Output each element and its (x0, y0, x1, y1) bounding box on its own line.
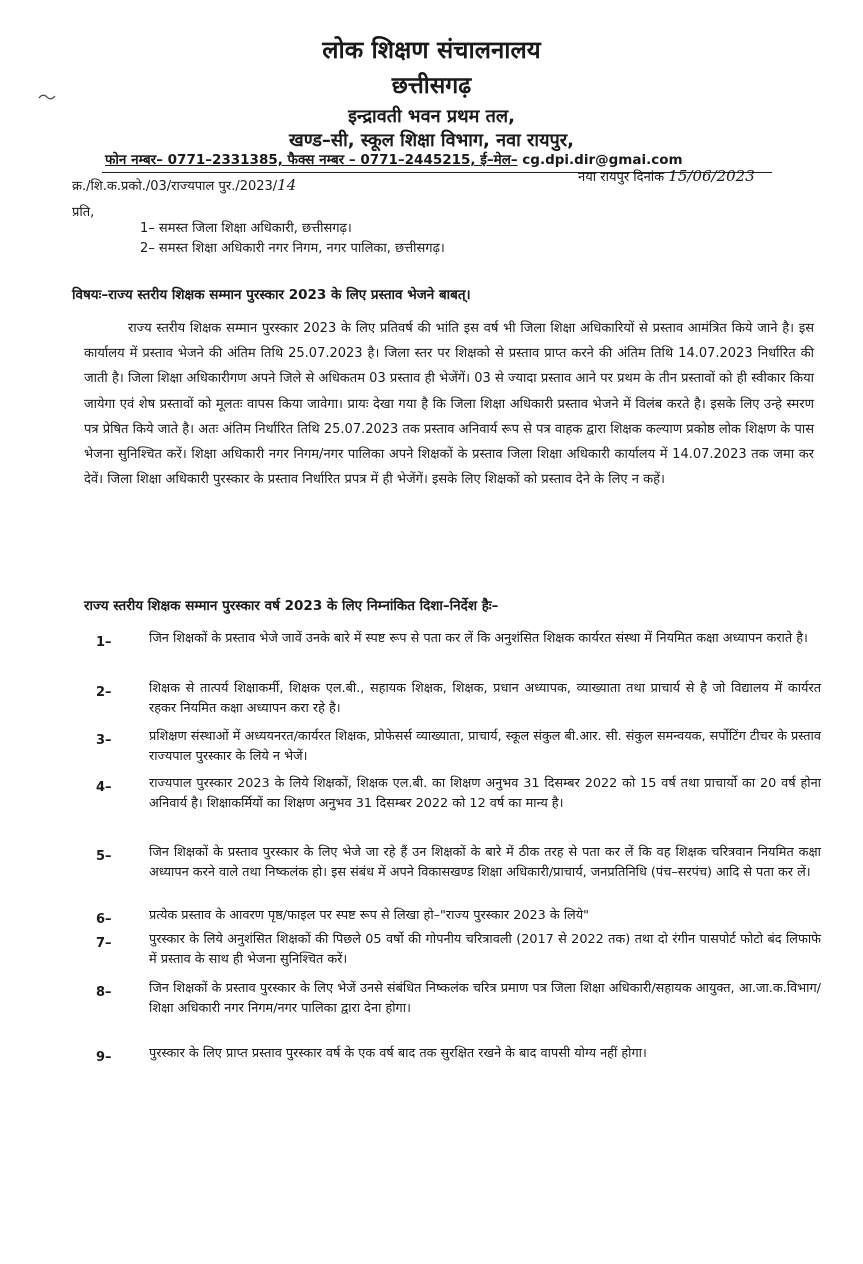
guideline-number: 9– (96, 1050, 112, 1065)
email-text: cg.dpi.dir@gmai.com (522, 152, 683, 168)
guideline-text: जिन शिक्षकों के प्रस्ताव भेजे जावें उनके बारे में स्पष्ट रूप से पता कर लें कि अनुशंसित शिक्षक कार्यरत संस्था में नियमित कक्षा अध्यापन कराते है। (149, 631, 808, 646)
guideline-text: पुरस्कार के लिये अनुशंसित शिक्षकों की पिछले 05 वर्षो की गोपनीय चरित्रावली (2017 से 2022 तक) तथा दो रंगीन पासपोर्ट फोटो बंद लिफाफे में प्रस्ताव के साथ ही भेजना सुनिश्चित करें। (149, 932, 821, 967)
guidelines-heading: राज्य स्तरीय शिक्षक सम्मान पुरस्कार वर्ष 2023 के लिए निम्नांकित दिशा–निर्देश हैः– (84, 598, 499, 614)
date-handwritten: 15/06/2023 (668, 167, 755, 185)
guideline-number: 7– (96, 936, 112, 951)
guideline-text: शिक्षक से तात्पर्य शिक्षाकर्मी, शिक्षक एल.बी., सहायक शिक्षक, शिक्षक, प्रधान अध्यापक, व्याख्याता तथा प्राचार्य से है जो विद्यालय में कार्यरत रहकर नियमित कक्षा अध्यापन करा रहे है। (149, 681, 821, 716)
guideline-number: 6– (96, 912, 112, 927)
reference-number (72, 176, 296, 194)
guideline-number: 8– (96, 985, 112, 1000)
body-paragraph: राज्य स्तरीय शिक्षक सम्मान पुरस्कार 2023 के लिए प्रतिवर्ष की भांति इस वर्ष भी जिला शिक्षा अधिकारियों से प्रस्ताव आमंत्रित किये जाने है। इस कार्यालय में प्रस्ताव भेजने की अंतिम तिथि 25.07.2023 है। जिला स्तर पर शिक्षको से प्रस्ताव प्राप्त करने की अंतिम तिथि 14.07.2023 निर्धारित की जाती है। जिला शिक्षा अधिकारीगण अपने जिले से अधिकतम 03 प्रस्ताव ही भेजेंगें। 03 से ज्यादा प्रस्ताव आने पर प्रथम के तीन प्रस्तावों को ही स्वीकार किया जायेगा एवं शेष प्रस्तावों को मूलतः वापस किया जावेगा। प्रायः देखा गया है कि जिला शिक्षा अधिकारी प्रस्ताव भेजने में विलंब करते है। इसके लिए उन्हे स्मरण पत्र प्रेषित किये जाते है। अतः अंतिम निर्धारित तिथि 25.07.2023 तक प्रस्ताव अनिवार्य रूप से पत्र वाहक द्वारा शिक्षक कल्याण प्रकोष्ठ लोक शिक्षण के पास भेजना सुनिश्चित करें। शिक्षा अधिकारी नगर निगम/नगर पालिका अपने शिक्षकों के प्रस्ताव जिला शिक्षा अधिकारी कार्यालय में 14.07.2023 तक जमा कर देवें। जिला शिक्षा अधिकारी पुरस्कार के प्रस्ताव निर्धारित प्रपत्र में ही भेजेंगें। इसके लिए शिक्षकों को प्रस्ताव देने के लिए न कहें। (84, 321, 814, 488)
guideline-number: 4– (96, 780, 112, 795)
guideline-number: 3– (96, 733, 112, 748)
contact-numbers: फोन नम्बर– 0771–2331385, फैक्स नम्बर – 0771–2445215, ई–मेल– (105, 152, 518, 168)
guideline-number: 5– (96, 849, 112, 864)
guideline-text: जिन शिक्षकों के प्रस्ताव पुरस्कार के लिए भेजें उनसे संबंधित निष्कलंक चरित्र प्रमाण पत्र जिला शिक्षा अधिकारी/सहायक आयुक्त, आ.जा.क.विभाग/शिक्षा अधिकारी नगर निगम/नगर पालिका द्वारा देना होगा। (149, 981, 821, 1016)
guideline-number: 2– (96, 685, 112, 700)
guideline-number: 1– (96, 635, 112, 650)
recipients-label: प्रति, (72, 205, 95, 220)
guideline-text: राज्यपाल पुरस्कार 2023 के लिये शिक्षकों, शिक्षक एल.बी. का शिक्षण अनुभव 31 दिसम्बर 2022 को 15 वर्ष तथा प्राचार्यो का 20 वर्ष होना अनिवार्य है। शिक्षाकर्मियों का शिक्षण अनुभव 31 दिसम्बर 2022 को 12 वर्ष का मान्य है। (149, 776, 821, 811)
guideline-text: पुरस्कार के लिए प्राप्त प्रस्ताव पुरस्कार वर्ष के एक वर्ष बाद तक सुरक्षित रखने के बाद वापसी योग्य नहीं होगा। (149, 1046, 647, 1061)
guideline-text: जिन शिक्षकों के प्रस्ताव पुरस्कार के लिए भेजे जा रहे हैं उन शिक्षकों के बारे में ठीक तरह से पता कर लें कि वह शिक्षक चरित्रवान नियमित कक्षा अध्यापन करने वाले तथा निष्कलंक हो। इस संबंध में अपने विकासखण्ड शिक्षा अधिकारी/प्राचार्य, जनप्रतिनिधि (पंच–सरपंच) आदि से पता कर लें। (149, 845, 821, 880)
guideline-text: प्रशिक्षण संस्थाओं में अध्ययनरत/कार्यरत शिक्षक, प्रोफेसर्स व्याख्याता, प्राचार्य, स्कूल संकुल बी.आर. सी. संकुल समन्वयक, सर्पोटिंग टीचर के प्रस्ताव राज्यपाल पुरस्कार के लिये न भेजें। (149, 729, 821, 764)
guideline-text: प्रत्येक प्रस्ताव के आवरण पृष्ठ/फाइल पर स्पष्ट रूप से लिखा हो–"राज्य पुरस्कार 2023 के लिये" (149, 908, 590, 923)
recipient-item: 1– समस्त जिला शिक्षा अधिकारी, छत्तीसगढ़। (140, 221, 352, 236)
subject-line: विषयः–राज्य स्तरीय शिक्षक सम्मान पुरस्कार 2023 के लिए प्रस्ताव भेजने बाबत्। (72, 287, 471, 303)
reference-handwritten: 14 (277, 176, 297, 194)
letter-date (578, 167, 755, 185)
office-title: लोक शिक्षण संचालनालय (322, 36, 541, 64)
state-title: छत्तीसगढ़ (391, 73, 472, 99)
date-label: नया रायपुर दिनांक (578, 170, 665, 185)
recipient-item: 2– समस्त शिक्षा अधिकारी नगर निगम, नगर पालिका, छत्तीसगढ़। (140, 241, 445, 256)
reference-prefix: क्र./शि.क.प्रको./03/राज्यपाल पुर./2023/ (72, 179, 278, 194)
address-line: खण्ड–सी, स्कूल शिक्षा विभाग, नवा रायपुर, (289, 130, 574, 151)
building-line: इन्द्रावती भवन प्रथम तल, (348, 106, 515, 127)
contact-line (105, 150, 683, 168)
